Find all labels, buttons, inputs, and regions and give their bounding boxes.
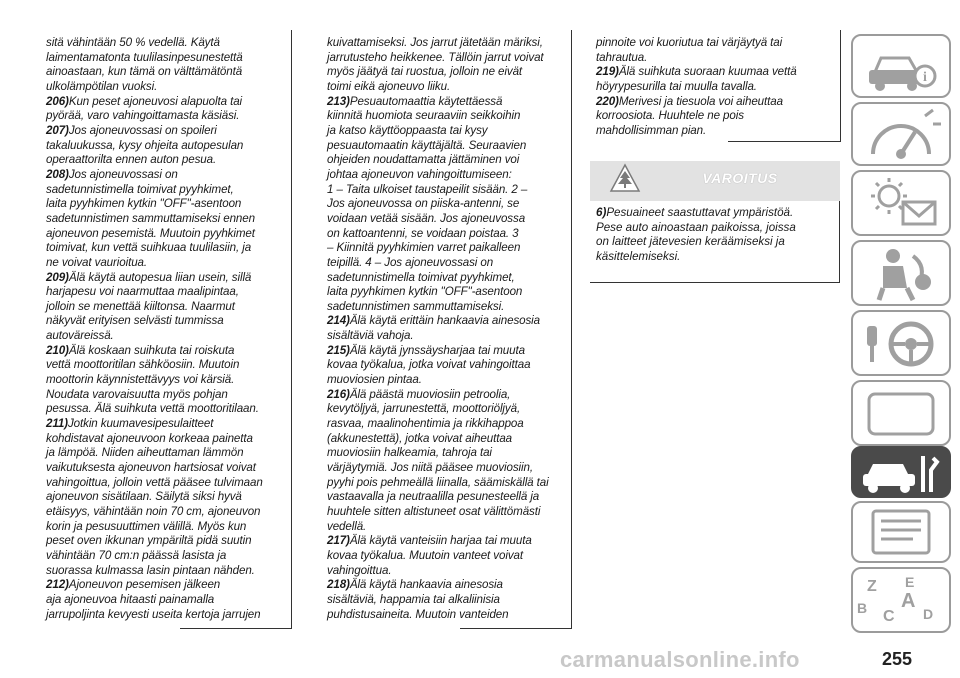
- tab-safety[interactable]: [851, 240, 951, 306]
- svg-text:Z: Z: [867, 578, 877, 595]
- note-number: 206): [46, 94, 69, 108]
- paragraph: [46, 124, 286, 168]
- warning-body: Pesuaineet saastuttavat ympäristöä. Pese auto ainoastaan paikoissa, joissa on laitteet jätevesien keräämiseksi ja käsittelemiseksi.: [596, 206, 796, 263]
- note-number: 210): [46, 343, 69, 357]
- note-number: 213): [327, 94, 350, 108]
- svg-text:i: i: [923, 70, 927, 85]
- tab-emergency[interactable]: [851, 380, 951, 446]
- svg-text:E: E: [905, 574, 915, 590]
- paragraph-text: Älä käytä erittäin hankaavia ainesosia sisältäviä vahoja.: [327, 314, 541, 343]
- alphabetical-index-icon: [853, 569, 949, 631]
- paragraph: [596, 95, 834, 139]
- tab-car-info[interactable]: [851, 34, 951, 98]
- warning-number: 6): [596, 206, 607, 219]
- note-number: 216): [327, 387, 350, 401]
- paragraph: [46, 95, 286, 124]
- paragraph-text: Jos ajoneuvossasi on spoileri takaluukussa, kysy ohjeita autopesulan operaattorilta ennen auton pesua.: [46, 123, 244, 167]
- dashboard-icon: [853, 104, 949, 164]
- paragraph-text: Älä suihkuta suoraan kuumaa vettä höyrypesurilla tai muulla tavalla.: [596, 65, 797, 93]
- page-number: 255: [882, 649, 913, 669]
- tab-dashboard[interactable]: [851, 102, 951, 166]
- tab-warning-lights[interactable]: [851, 170, 951, 236]
- paragraph-text: Jotkin kuumavesipesulaitteet kohdistavat ajoneuvoon korkeaa painetta ja lämpöä. Niiden aiheuttaman lämmön vaikutuksesta ajoneuvon hartsiosat voivat vahingoittua, jolloin vettä pääsee tulvimaan ajoneuvon sisätilaan. Säilytä siksi hyvä etäisyys, vähintään noin 70 cm, ajoneuvon korin ja pesusuuttimen välillä. Myös kun peset oven ikkunan ympäriltä pidä suutin vähintään 70 cm:n päässä lasista ja suorassa kulmassa lasin pintaan nähden.: [46, 417, 263, 577]
- tab-maintenance[interactable]: [851, 446, 951, 498]
- tab-technical-data[interactable]: [851, 501, 951, 563]
- column-3-right-rule: [840, 30, 841, 142]
- paragraph-text: Jos ajoneuvossasi on sadetunnistimella toimivat pyyhkimet, laita pyyhkimen kytkin "OFF"-asentoon sadetunnistimen sammuttamiseksi ennen ajoneuvon pesemistä. Muutoin pyyhkimet toimivat, kun vettä suihkuaa tuulilasiin, ja ne voivat vaurioitua.: [46, 167, 255, 269]
- warning-text: [596, 206, 834, 265]
- paragraph: [46, 168, 286, 271]
- paragraph: [327, 534, 567, 578]
- watermark: carmanualsonline.info: [560, 647, 800, 672]
- car-maintenance-icon: [853, 448, 949, 498]
- paragraph: [327, 36, 567, 95]
- paragraph: [327, 95, 567, 315]
- paragraph: [46, 417, 286, 578]
- paragraph: [327, 344, 567, 388]
- svg-text:B: B: [857, 600, 868, 616]
- column-1: [46, 36, 286, 622]
- paragraph-text: kuivattamiseksi. Jos jarrut jätetään märiksi, jarrutusteho heikkenee. Tällöin jarrut voivat myös jäätyä tai ruostua, jolloin ne eivät toimi eikä ajoneuvo liiku.: [327, 36, 544, 93]
- paragraph-text: Ajoneuvon pesemisen jälkeen aja ajoneuvoa hitaasti painamalla jarrupoljinta kevyesti useita kertoja jarrujen: [46, 578, 261, 621]
- note-number: 220): [596, 94, 619, 108]
- column-1-right-rule: [291, 30, 292, 628]
- paragraph: [46, 344, 286, 417]
- note-number: 207): [46, 123, 69, 137]
- note-number: 212): [46, 578, 69, 592]
- paragraph: [46, 36, 286, 95]
- paragraph-text: Älä päästä muoviosiin petroolia, kevytöljyä, jarrunestettä, moottoriöljyä, rasvaa, maalinohentimia ja rikkihappoa (akkunestettä), jotka voivat aiheuttaa muoviosiin halkeamia, tahroja tai värjäytymiä. Jos niitä pääsee muoviosiin, pyyhi pois pehmeällä liinalla, säämiskällä tai vastaavalla ja neutraalilla pesunesteellä ja huuhtele sitten altistuneet osat välittömästi vedellä.: [327, 387, 549, 533]
- column-3: [596, 36, 834, 139]
- key-steering-wheel-icon: [853, 312, 949, 374]
- note-number: 209): [46, 270, 69, 284]
- warning-title: VAROITUS: [702, 170, 778, 186]
- column-1-bottom-rule: [180, 628, 292, 629]
- note-number: 215): [327, 343, 350, 357]
- paragraph-text: Älä käytä jynssäysharjaa tai muuta kovaa työkalua, jotka voivat vahingoittaa muoviosien pintaa.: [327, 343, 531, 387]
- column-2: [327, 36, 567, 622]
- svg-text:D: D: [923, 606, 934, 622]
- paragraph-text: sitä vähintään 50 % vedellä. Käytä laimentamatonta tuulilasinpesunestettä ainoastaan, kun tämä on välttämätöntä ulkolämpötilan vuoksi.: [46, 36, 243, 93]
- note-number: 217): [327, 534, 350, 548]
- note-number: 218): [327, 578, 350, 592]
- column-2-right-rule: [571, 30, 572, 628]
- paragraph-text: Merivesi ja tiesuola voi aiheuttaa korroosiota. Huuhtele ne pois mahdollisimman pian.: [596, 94, 783, 137]
- svg-text:C: C: [883, 608, 895, 625]
- tab-index[interactable]: [851, 567, 951, 633]
- environment-tree-icon: [608, 163, 642, 195]
- note-number: 214): [327, 314, 350, 328]
- note-number: 208): [46, 167, 69, 181]
- column-2-bottom-rule: [460, 628, 572, 629]
- paragraph-text: Älä käytä vanteisiin harjaa tai muuta kovaa työkalua. Muutoin vanteet voivat vahingoittua.: [327, 534, 532, 577]
- svg-text:A: A: [901, 590, 916, 612]
- tab-starting-driving[interactable]: [851, 310, 951, 376]
- paragraph: [596, 65, 834, 94]
- paragraph-text: pinnoite voi kuoriutua tai värjäytyä tai tahrautua.: [596, 36, 783, 64]
- paragraph-text: Pesuautomaattia käytettäessä kiinnitä huomiota seuraaviin seikkoihin ja katso käyttöoppaasta tai kysy pesuautomaatin käyttäjältä. Seuraavien ohjeiden noudattamatta jättäminen voi johtaa ajoneuvon vahingoittumiseen: 1 – Taita ulkoiset taustapeilit sisään. 2 – Jos ajoneuvossa on piiska-antenni, se voidaan vetää sisään. Jos ajoneuvossa on kattoantenni, se voidaan poistaa. 3 – Kiinnitä pyyhkimien varret paikalleen teipillä. 4 – Jos ajoneuvossasi on sadetunnistimella toimivat pyyhkimet, laita pyyhkimen kytkin "OFF"-asentoon sadetunnistimen sammuttamiseksi.: [327, 94, 528, 313]
- paragraph: [46, 271, 286, 344]
- warning-lights-icon: [853, 172, 949, 234]
- note-number: 219): [596, 65, 619, 79]
- paragraph-text: Älä käytä autopesua liian usein, sillä harjapesu voi naarmuttaa maalipintaa, jolloin se menettää kiiltonsa. Naarmut näkyvät erityisen selvästi tummissa autoväreissä.: [46, 270, 252, 343]
- column-3-bottom-rule: [728, 141, 841, 142]
- paragraph-text: Älä koskaan suihkuta tai roiskuta vettä moottoritilan sähköosiin. Muutoin moottorin käynnistettävyys voi kärsiä. Noudata varovaisuutta myös pohjan pesussa. Älä suihkuta vettä moottoritilaan.: [46, 343, 259, 416]
- note-number: 211): [46, 417, 68, 431]
- technical-data-icon: [853, 503, 949, 561]
- roadside-assistance-icon: [853, 382, 949, 444]
- seat-safety-icon: [853, 242, 949, 304]
- paragraph: [46, 578, 286, 622]
- paragraph: [327, 314, 567, 343]
- paragraph-text: Älä käytä hankaavia ainesosia sisältäviä, happamia tai alkaliinisia puhdistusaineita. Muutoin vanteiden: [327, 578, 509, 621]
- paragraph: [327, 578, 567, 622]
- car-info-icon: [853, 36, 949, 96]
- paragraph: [327, 388, 567, 535]
- paragraph: [596, 36, 834, 65]
- paragraph-text: Kun peset ajoneuvosi alapuolta tai pyörää, varo vahingoittamasta käsiäsi.: [46, 94, 243, 123]
